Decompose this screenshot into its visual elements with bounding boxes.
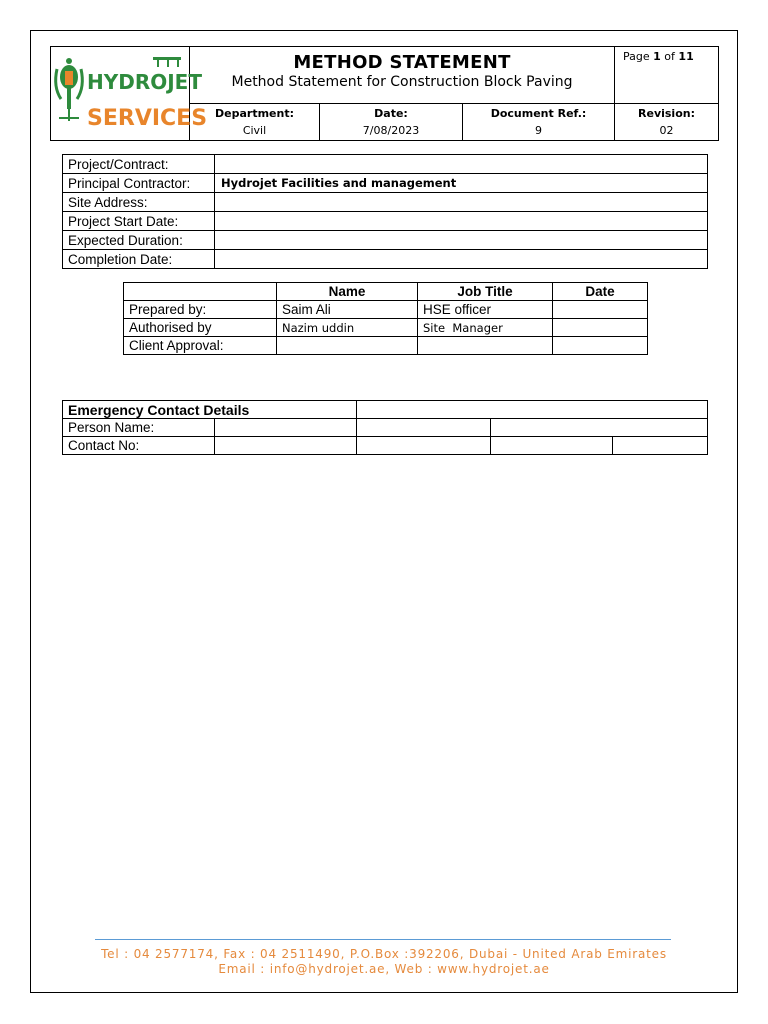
prepared-by-date <box>553 301 648 319</box>
person-name-value-2 <box>357 419 491 437</box>
department-value: Civil <box>242 124 267 138</box>
job-title-column-header: Job Title <box>418 283 553 301</box>
table-row <box>63 155 708 174</box>
authorised-by-job-title: Site Manager <box>418 319 553 337</box>
person-name-label: Person Name: <box>63 419 215 437</box>
svg-text:HYDROJET: HYDROJET <box>87 70 202 94</box>
table-row <box>63 250 708 269</box>
client-approval-name <box>277 337 418 355</box>
contact-no-value-4 <box>613 437 708 455</box>
expected-duration-label: Expected Duration: <box>63 231 215 250</box>
approvals-header-blank <box>124 283 277 301</box>
emergency-contact-table <box>62 400 708 455</box>
table-row <box>63 419 708 437</box>
table-row <box>124 337 648 355</box>
table-row <box>63 437 708 455</box>
contact-no-value-1 <box>215 437 357 455</box>
document-ref-cell <box>463 104 615 141</box>
document-title: METHOD STATEMENT <box>293 52 511 73</box>
project-contract-value <box>215 155 708 174</box>
table-row <box>63 174 708 193</box>
page-number: Page 1 of 11 <box>615 47 719 104</box>
date-label: Date: <box>374 107 408 121</box>
authorised-by-name: Nazim uddin <box>277 319 418 337</box>
footer-divider <box>95 939 671 940</box>
contact-no-value-3 <box>491 437 613 455</box>
emergency-contact-title: Emergency Contact Details <box>63 401 357 419</box>
revision-value: 02 <box>659 124 674 138</box>
title-block <box>190 47 615 104</box>
table-row <box>63 231 708 250</box>
date-value: 7/08/2023 <box>362 124 420 138</box>
revision-label: Revision: <box>638 107 695 121</box>
site-address-label: Site Address: <box>63 193 215 212</box>
date-column-header: Date <box>553 283 648 301</box>
client-approval-job-title <box>418 337 553 355</box>
project-start-date-label: Project Start Date: <box>63 212 215 231</box>
expected-duration-value <box>215 231 708 250</box>
project-details-table <box>62 154 708 269</box>
footer-email-line: Email : info@hydrojet.ae, Web : www.hydrojet.ae <box>218 962 550 976</box>
document-ref-label: Document Ref.: <box>490 107 587 121</box>
document-subtitle: Method Statement for Construction Block Paving <box>231 74 573 90</box>
prepared-by-label: Prepared by: <box>124 301 277 319</box>
footer-contact-line: Tel : 04 2577174, Fax : 04 2511490, P.O.Box :392206, Dubai - United Arab Emirates <box>101 947 667 961</box>
contact-no-label: Contact No: <box>63 437 215 455</box>
project-start-date-value <box>215 212 708 231</box>
prepared-by-job-title: HSE officer <box>418 301 553 319</box>
date-cell <box>320 104 463 141</box>
table-row <box>124 301 648 319</box>
hydrojet-logo-icon <box>51 47 208 135</box>
company-logo <box>51 47 208 141</box>
site-address-value <box>215 193 708 212</box>
project-contract-label: Project/Contract: <box>63 155 215 174</box>
person-name-value-1 <box>215 419 357 437</box>
authorised-by-date <box>553 319 648 337</box>
svg-text:SERVICES: SERVICES <box>87 106 208 131</box>
name-column-header: Name <box>277 283 418 301</box>
document-header <box>50 46 719 141</box>
department-label: Department: <box>215 107 294 121</box>
principal-contractor-label: Principal Contractor: <box>63 174 215 193</box>
completion-date-value <box>215 250 708 269</box>
table-row <box>63 193 708 212</box>
completion-date-label: Completion Date: <box>63 250 215 269</box>
document-ref-value: 9 <box>535 124 542 138</box>
table-row <box>124 319 648 337</box>
revision-cell <box>615 104 719 141</box>
emergency-header-blank <box>357 401 708 419</box>
person-name-value-3 <box>491 419 708 437</box>
table-row <box>63 212 708 231</box>
table-header-row <box>124 283 648 301</box>
prepared-by-name: Saim Ali <box>277 301 418 319</box>
principal-contractor-value: Hydrojet Facilities and management <box>215 174 708 193</box>
client-approval-date <box>553 337 648 355</box>
client-approval-label: Client Approval: <box>124 337 277 355</box>
table-header-row <box>63 401 708 419</box>
department-cell <box>190 104 320 141</box>
contact-no-value-2 <box>357 437 491 455</box>
authorised-by-label: Authorised by <box>124 319 277 337</box>
approvals-table <box>123 282 648 355</box>
